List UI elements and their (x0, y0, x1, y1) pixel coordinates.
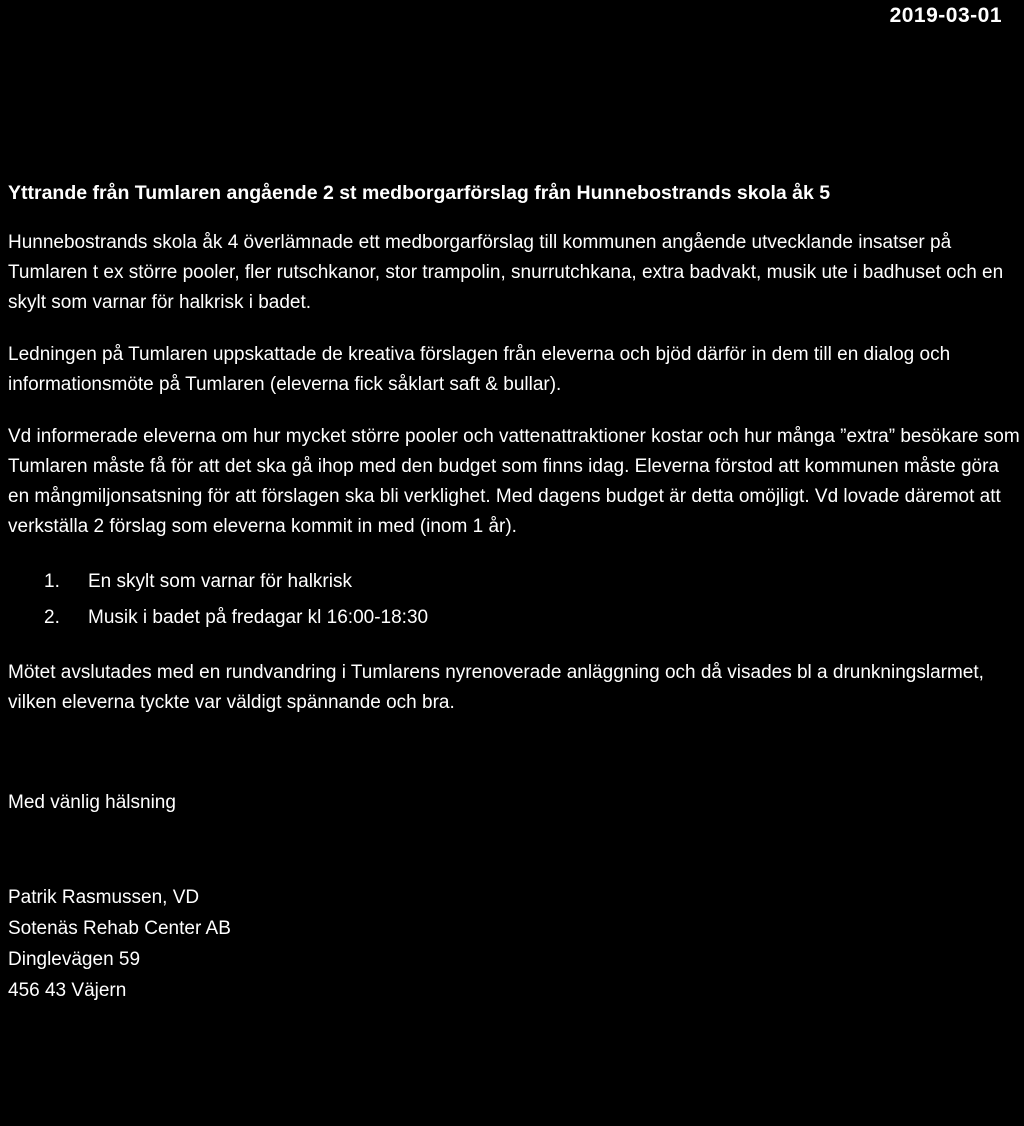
letter-body (8, 178, 1020, 1006)
document-title: Yttrande från Tumlaren angående 2 st medborgarförslag från Hunnebostrands skola åk 5 (8, 182, 831, 204)
list-item-text: Musik i badet på fredagar kl 16:00-18:30 (88, 607, 429, 628)
list-item (8, 600, 1020, 636)
signature-city: 456 43 Väjern (8, 980, 127, 1001)
list-item-text: En skylt som varnar för halkrisk (88, 571, 352, 592)
document-date: 2019-03-01 (889, 4, 1002, 27)
list-item-number: 2. (44, 607, 60, 628)
paragraph-information: Vd informerade eleverna om hur mycket större pooler och vattenattraktioner kostar och hur många ”extra” besökare som Tumlaren måste få för att det ska gå ihop med den budget som finns idag. Eleverna förstod att kommunen måste göra en mångmiljonsatsning för att förslagen ska bli verklighet. Med dagens budget är detta omöjligt. Vd lovade däremot att verkställa 2 förslag som eleverna kommit in med (inom 1 år). (8, 426, 1020, 537)
list-item-number: 1. (44, 571, 60, 592)
list-item (8, 564, 1020, 600)
signature-name: Patrik Rasmussen, VD (8, 887, 200, 908)
proposal-list (8, 564, 1020, 636)
paragraph-final: Mötet avslutades med en rundvandring i Tumlarens nyrenoverade anläggning och då visades bl a drunkningslarmet, vilken eleverna tyckte var väldigt spännande och bra. (8, 662, 984, 713)
signature-block (8, 882, 1020, 1006)
closing-greeting: Med vänlig hälsning (8, 792, 176, 813)
paragraph-intro: Hunnebostrands skola åk 4 överlämnade ett medborgarförslag till kommunen angående utvecklande insatser på Tumlaren t ex större pooler, fler rutschkanor, stor trampolin, snurrutchkana, extra badvakt, musik ute i badhuset och en skylt som varnar för halkrisk i badet. (8, 232, 1004, 313)
paragraph-management: Ledningen på Tumlaren uppskattade de kreativa förslagen från eleverna och bjöd därför in dem till en dialog och informationsmöte på Tumlaren (eleverna fick såklart saft & bullar). (8, 344, 951, 395)
signature-company: Sotenäs Rehab Center AB (8, 918, 231, 939)
signature-street: Dinglevägen 59 (8, 949, 141, 970)
